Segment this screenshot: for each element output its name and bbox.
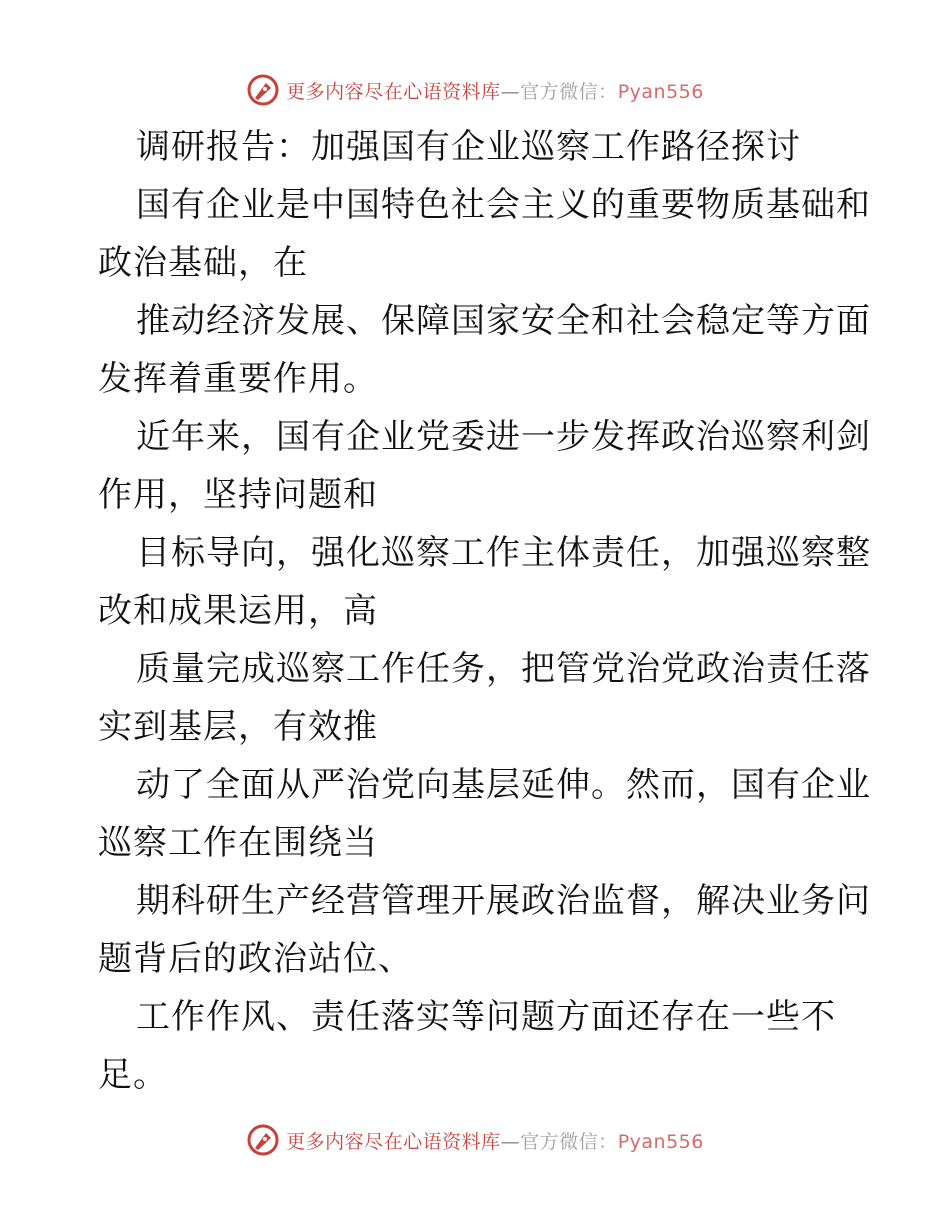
document-title: 调研报告：加强国有企业巡察工作路径探讨 [136,127,801,167]
paragraph-line: 发挥着重要作用。 [98,359,378,399]
paragraph-line: 巡察工作在围绕当 [98,823,378,863]
paragraph-line: 足。 [98,1055,168,1095]
paragraph-line: 工作作风、责任落实等问题方面还存在一些不 [136,997,836,1037]
pen-nib-logo-icon [246,73,280,107]
paragraph-line: 目标导向，强化巡察工作主体责任，加强巡察整 [136,533,871,573]
banner-separator: — [500,1130,521,1153]
banner-text [286,1127,704,1154]
paragraph-line: 国有企业是中国特色社会主义的重要物质基础和 [136,185,871,225]
banner-text [286,77,704,104]
banner-separator: — [500,80,521,103]
paragraph-line: 动了全面从严治党向基层延伸。然而，国有企业 [136,765,871,805]
footer-banner [0,1120,950,1160]
pen-nib-logo-icon [246,1123,280,1157]
banner-wechat-label: 官方微信： [520,1130,618,1153]
document-body [98,118,871,1104]
banner-wechat-handle: Pyan556 [617,1130,704,1153]
paragraph-line: 推动经济发展、保障国家安全和社会稳定等方面 [136,301,871,341]
paragraph-line: 题背后的政治站位、 [98,939,413,979]
paragraph-line: 作用，坚持问题和 [98,475,378,515]
banner-main-text: 更多内容尽在心语资料库 [286,80,501,103]
banner-wechat-label: 官方微信： [520,80,618,103]
paragraph-line: 政治基础，在 [98,243,308,283]
banner-wechat-handle: Pyan556 [617,80,704,103]
paragraph-line: 近年来，国有企业党委进一步发挥政治巡察利剑 [136,417,871,457]
paragraph-line: 改和成果运用，高 [98,591,378,631]
banner-main-text: 更多内容尽在心语资料库 [286,1130,501,1153]
paragraph-line: 实到基层，有效推 [98,707,378,747]
header-banner [0,70,950,110]
paragraph-line: 质量完成巡察工作任务，把管党治党政治责任落 [136,649,871,689]
paragraph-line: 期科研生产经营管理开展政治监督，解决业务问 [136,881,871,921]
